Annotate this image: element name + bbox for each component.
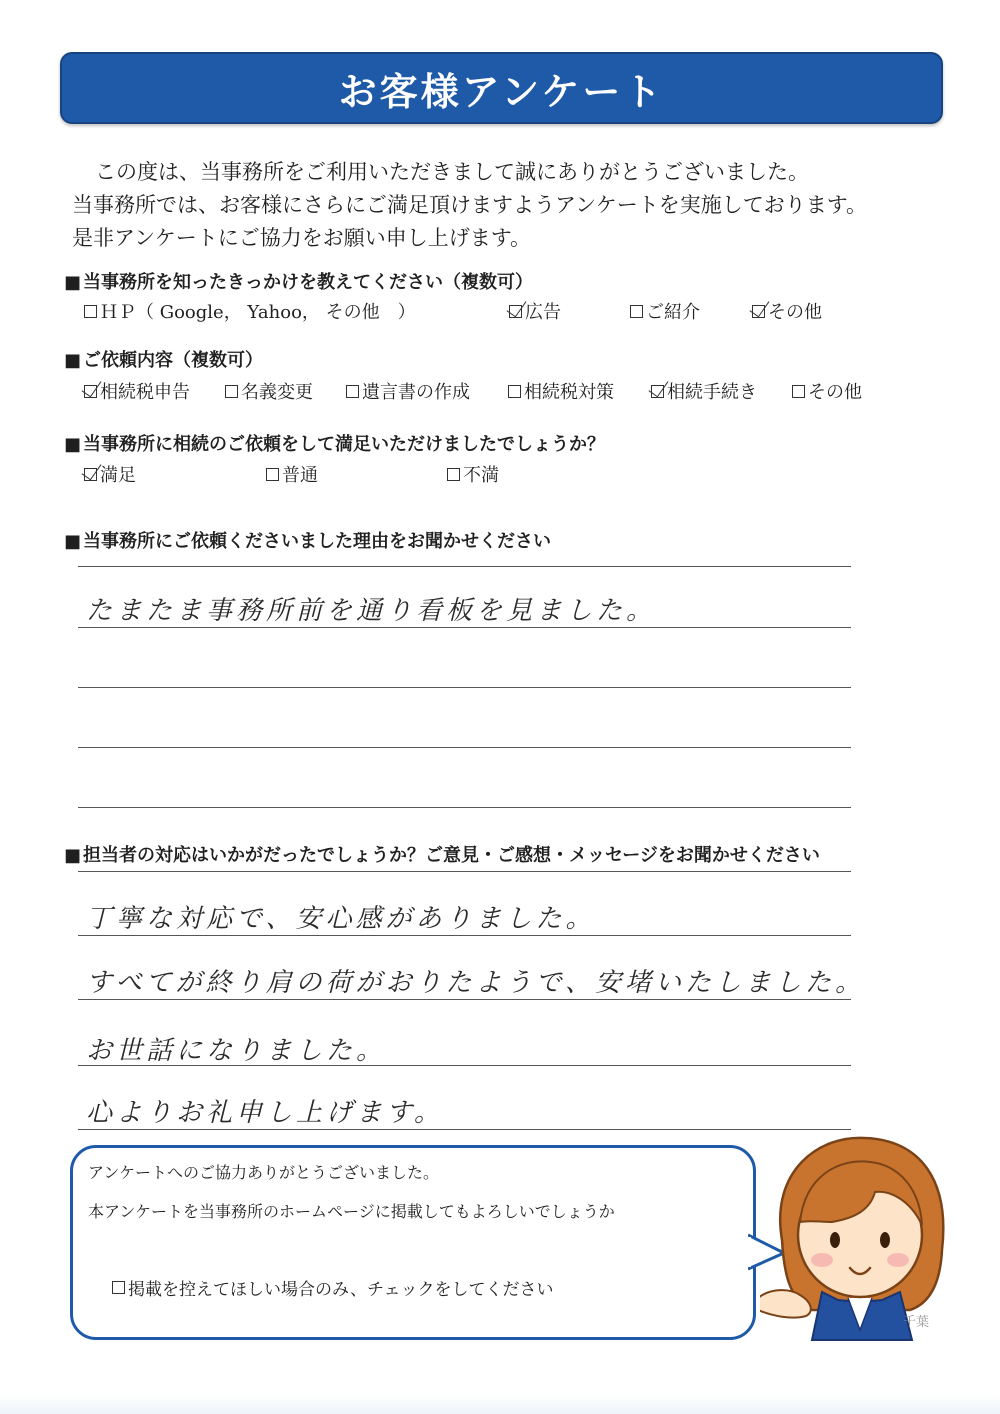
bubble-opt-out[interactable]: 掲載を控えてほしい場合のみ、チェックをしてください <box>112 1275 554 1300</box>
answer-line <box>78 807 851 808</box>
q2-heading: ■ ご依頼内容（複数可） <box>64 346 263 372</box>
checkbox[interactable] <box>792 385 805 398</box>
answer-line <box>78 1129 851 1130</box>
checkbox[interactable] <box>346 385 359 398</box>
q1-option-other[interactable]: その他 <box>752 298 822 324</box>
checkbox[interactable] <box>84 305 97 318</box>
q5-answer-1[interactable]: 丁寧な対応で、安心感がありました。 <box>86 904 596 934</box>
q5-answer-2[interactable]: すべてが終り肩の荷がおりたようで、安堵いたしました。 <box>86 968 865 998</box>
checkbox[interactable] <box>447 468 460 481</box>
checkbox-checked[interactable] <box>509 305 522 318</box>
q4-answer-1[interactable]: たまたま事務所前を通り看板を見ました。 <box>86 596 657 626</box>
q5-answer-3[interactable]: お世話になりました。 <box>86 1036 387 1066</box>
q3-heading: ■ 当事務所に相続のご依頼をして満足いただけましたでしょうか？ <box>64 430 605 456</box>
answer-line <box>78 687 851 688</box>
answer-line <box>78 1065 851 1066</box>
answer-line <box>78 871 851 872</box>
checkbox-checked[interactable] <box>84 468 97 481</box>
checkbox[interactable] <box>508 385 521 398</box>
q3-option-average[interactable]: 普通 <box>266 461 318 487</box>
checkbox-checked[interactable] <box>84 385 97 398</box>
checkbox[interactable] <box>112 1281 125 1294</box>
q3-option-dissatisfied[interactable]: 不満 <box>447 461 499 487</box>
answer-line <box>78 627 851 628</box>
q2-option-procedures[interactable]: 相続手続き <box>651 378 757 404</box>
page-title: お客様アンケート <box>338 69 665 114</box>
intro-line-3: 是非アンケートにご協力をお願い申し上げます。 <box>72 226 532 250</box>
checkbox[interactable] <box>225 385 238 398</box>
checkbox-checked[interactable] <box>752 305 765 318</box>
intro-line-2: 当事務所では、お客様にさらにご満足頂けますようアンケートを実施しております。 <box>72 193 868 217</box>
answer-line <box>78 935 851 936</box>
q2-option-name-change[interactable]: 名義変更 <box>225 378 313 404</box>
q1-option-ad[interactable]: 広告 <box>509 298 561 324</box>
receptionist-illustration <box>760 1130 960 1345</box>
q3-option-satisfied[interactable]: 満足 <box>84 461 136 487</box>
q1-option-hp[interactable]: ＨＰ（ Google， Yahoo， その他 ） <box>84 298 416 324</box>
q2-option-other[interactable]: その他 <box>792 378 862 404</box>
character-name: 千葉 <box>903 1315 930 1330</box>
footer-band <box>0 1394 1000 1414</box>
title-banner <box>60 52 943 124</box>
answer-line <box>78 999 851 1000</box>
q1-option-referral[interactable]: ご紹介 <box>630 298 700 324</box>
q2-option-tax-filing[interactable]: 相続税申告 <box>84 378 190 404</box>
checkbox-checked[interactable] <box>651 385 664 398</box>
checkbox[interactable] <box>266 468 279 481</box>
bubble-thanks: アンケートへのご協力ありがとうございました。 <box>88 1163 440 1182</box>
q1-heading: ■ 当事務所を知ったきっかけを教えてください（複数可） <box>64 268 533 294</box>
intro-line-1: この度は、当事務所をご利用いただきまして誠にありがとうございました。 <box>95 160 809 184</box>
answer-line <box>78 747 851 748</box>
q5-heading: ■ 担当者の対応はいかがだったでしょうか？ご意見・ご感想・メッセージをお聞かせください <box>64 841 820 867</box>
checkbox[interactable] <box>630 305 643 318</box>
answer-line <box>78 566 851 567</box>
q2-option-tax-planning[interactable]: 相続税対策 <box>508 378 614 404</box>
q4-heading: ■ 当事務所にご依頼くださいました理由をお聞かせください <box>64 527 551 553</box>
bubble-question: 本アンケートを当事務所のホームページに掲載してもよろしいでしょうか <box>88 1202 615 1221</box>
q5-answer-4[interactable]: 心よりお礼申し上げます。 <box>86 1098 444 1128</box>
q2-option-will[interactable]: 遺言書の作成 <box>346 378 470 404</box>
